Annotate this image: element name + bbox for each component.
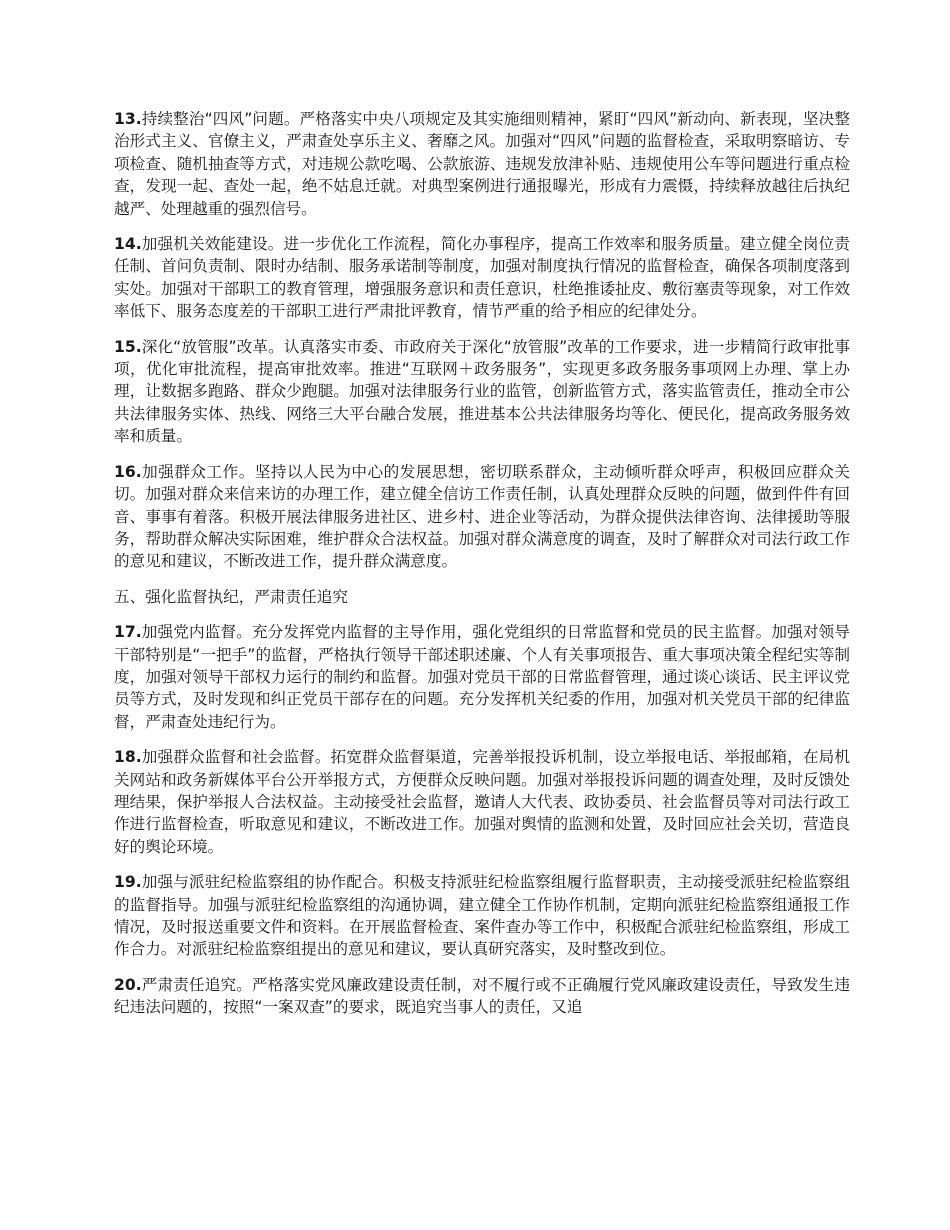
paragraph-19 (114, 871, 850, 961)
item-title: 加强与派驻纪检监察组的协作配合。 (141, 873, 394, 892)
item-title: 严肃责任追究。 (141, 975, 252, 994)
item-number: 17. (114, 623, 142, 642)
item-number: 20. (114, 975, 142, 994)
item-number: 13. (114, 110, 142, 128)
item-body: 坚持以人民为中心的发展思想，密切联系群众，主动倾听群众呼声，积极回应群众关切。加强对群众来信来访的办理工作，建立健全信访工作责任制，认真处理群众反映的问题，做到件件有回音、事事有着落。积极开展法律服务进社区、进乡村、进企业等活动，为群众提供法律咨询、法律援助等服务，帮助群众解决实际困难，维护群众合法权益。加强对群众满意度的调查，及时了解群众对司法行政工作的意见和建议，不断改进工作，提升群众满意度。 (114, 462, 850, 571)
paragraph-16 (114, 461, 850, 573)
paragraph-18 (114, 746, 850, 858)
item-title: 持续整治“四风”问题。 (141, 110, 300, 128)
paragraph-15 (114, 336, 850, 448)
item-body: 积极支持派驻纪检监察组履行监督职责，主动接受派驻纪检监察组的监督指导。加强与派驻纪检监察组的沟通协调，建立健全工作协作机制，定期向派驻纪检监察组通报工作情况，及时报送重要文件和资料。在开展监督检查、案件查办等工作中，积极配合派驻纪检监察组，形成工作合力。对派驻纪检监察组提出的意见和建议，要认真研究落实，及时整改到位。 (114, 873, 850, 959)
paragraph-20 (114, 974, 850, 1019)
item-title: 加强群众监督和社会监督。 (141, 748, 331, 767)
item-body: 严格落实党风廉政建设责任制，对不履行或不正确履行党风廉政建设责任，导致发生违纪违法问题的，按照“一案双查”的要求，既追究当事人的责任，又追 (114, 975, 850, 1017)
item-body: 进一步优化工作流程，简化办事程序，提高工作效率和服务质量。建立健全岗位责任制、首问负责制、限时办结制、服务承诺制等制度，加强对制度执行情况的监督检查，确保各项制度落到实处。加强对干部职工的教育管理，增强服务意识和责任意识，杜绝推诿扯皮、敷衍塞责等现象，对工作效率低下、服务态度差的干部职工进行严肃批评教育，情节严重的给予相应的纪律处分。 (114, 235, 850, 321)
item-body: 严格落实中央八项规定及其实施细则精神，紧盯“四风”新动向、新表现，坚决整治形式主义、官僚主义，严肃查处享乐主义、奢靡之风。加强对“四风”问题的监督检查，采取明察暗访、专项检查、随机抽查等方式，对违规公款吃喝、公款旅游、违规发放津补贴、违规使用公车等问题进行重点检查，发现一起、查处一起，绝不姑息迁就。对典型案例进行通报曝光，形成有力震慑，持续释放越往后执纪越严、处理越重的强烈信号。 (114, 110, 850, 218)
item-title: 深化“放管服”改革。 (141, 337, 284, 356)
item-number: 16. (114, 462, 142, 481)
paragraph-14 (114, 233, 850, 323)
item-body: 认真落实市委、市政府关于深化“放管服”改革的工作要求，进一步精简行政审批事项，优化审批流程，提高审批效率。推进“互联网＋政务服务”，实现更多政务服务事项网上办理、掌上办理，让数据多跑路、群众少跑腿。加强对法律服务行业的监管，创新监管方式，落实监管责任，推动全市公共法律服务实体、热线、网络三大平台融合发展，推进基本公共法律服务均等化、便民化，提高政务服务效率和质量。 (114, 337, 850, 446)
item-number: 14. (114, 235, 142, 254)
item-number: 15. (114, 337, 142, 356)
item-title: 加强群众工作。 (141, 462, 255, 481)
paragraph-17 (114, 621, 850, 733)
item-number: 19. (114, 873, 142, 892)
paragraph-13 (114, 108, 850, 220)
item-body: 充分发挥党内监督的主导作用，强化党组织的日常监督和党员的民主监督。加强对领导干部特别是“一把手”的监督，严格执行领导干部述职述廉、个人有关事项报告、重大事项决策全程纪实等制度，加强对领导干部权力运行的制约和监督。加强对党员干部的日常监督管理，通过谈心谈话、民主评议党员等方式，及时发现和纠正党员干部存在的问题。充分发挥机关纪委的作用，加强对机关党员干部的纪律监督，严肃查处违纪行为。 (114, 623, 850, 731)
document-page (114, 108, 850, 1032)
item-number: 18. (114, 748, 142, 767)
item-title: 加强机关效能建设。 (141, 235, 284, 254)
section-heading: 五、强化监督执纪，严肃责任追究 (114, 587, 348, 606)
item-body: 拓宽群众监督渠道，完善举报投诉机制，设立举报电话、举报邮箱，在局机关网站和政务新媒体平台公开举报方式，方便群众反映问题。加强对举报投诉问题的调查处理，及时反馈处理结果，保护举报人合法权益。主动接受社会监督，邀请人大代表、政协委员、社会监督员等对司法行政工作进行监督检查，听取意见和建议，不断改进工作。加强对舆情的监测和处置，及时回应社会关切，营造良好的舆论环境。 (114, 748, 850, 856)
item-title: 加强党内监督。 (141, 623, 252, 642)
